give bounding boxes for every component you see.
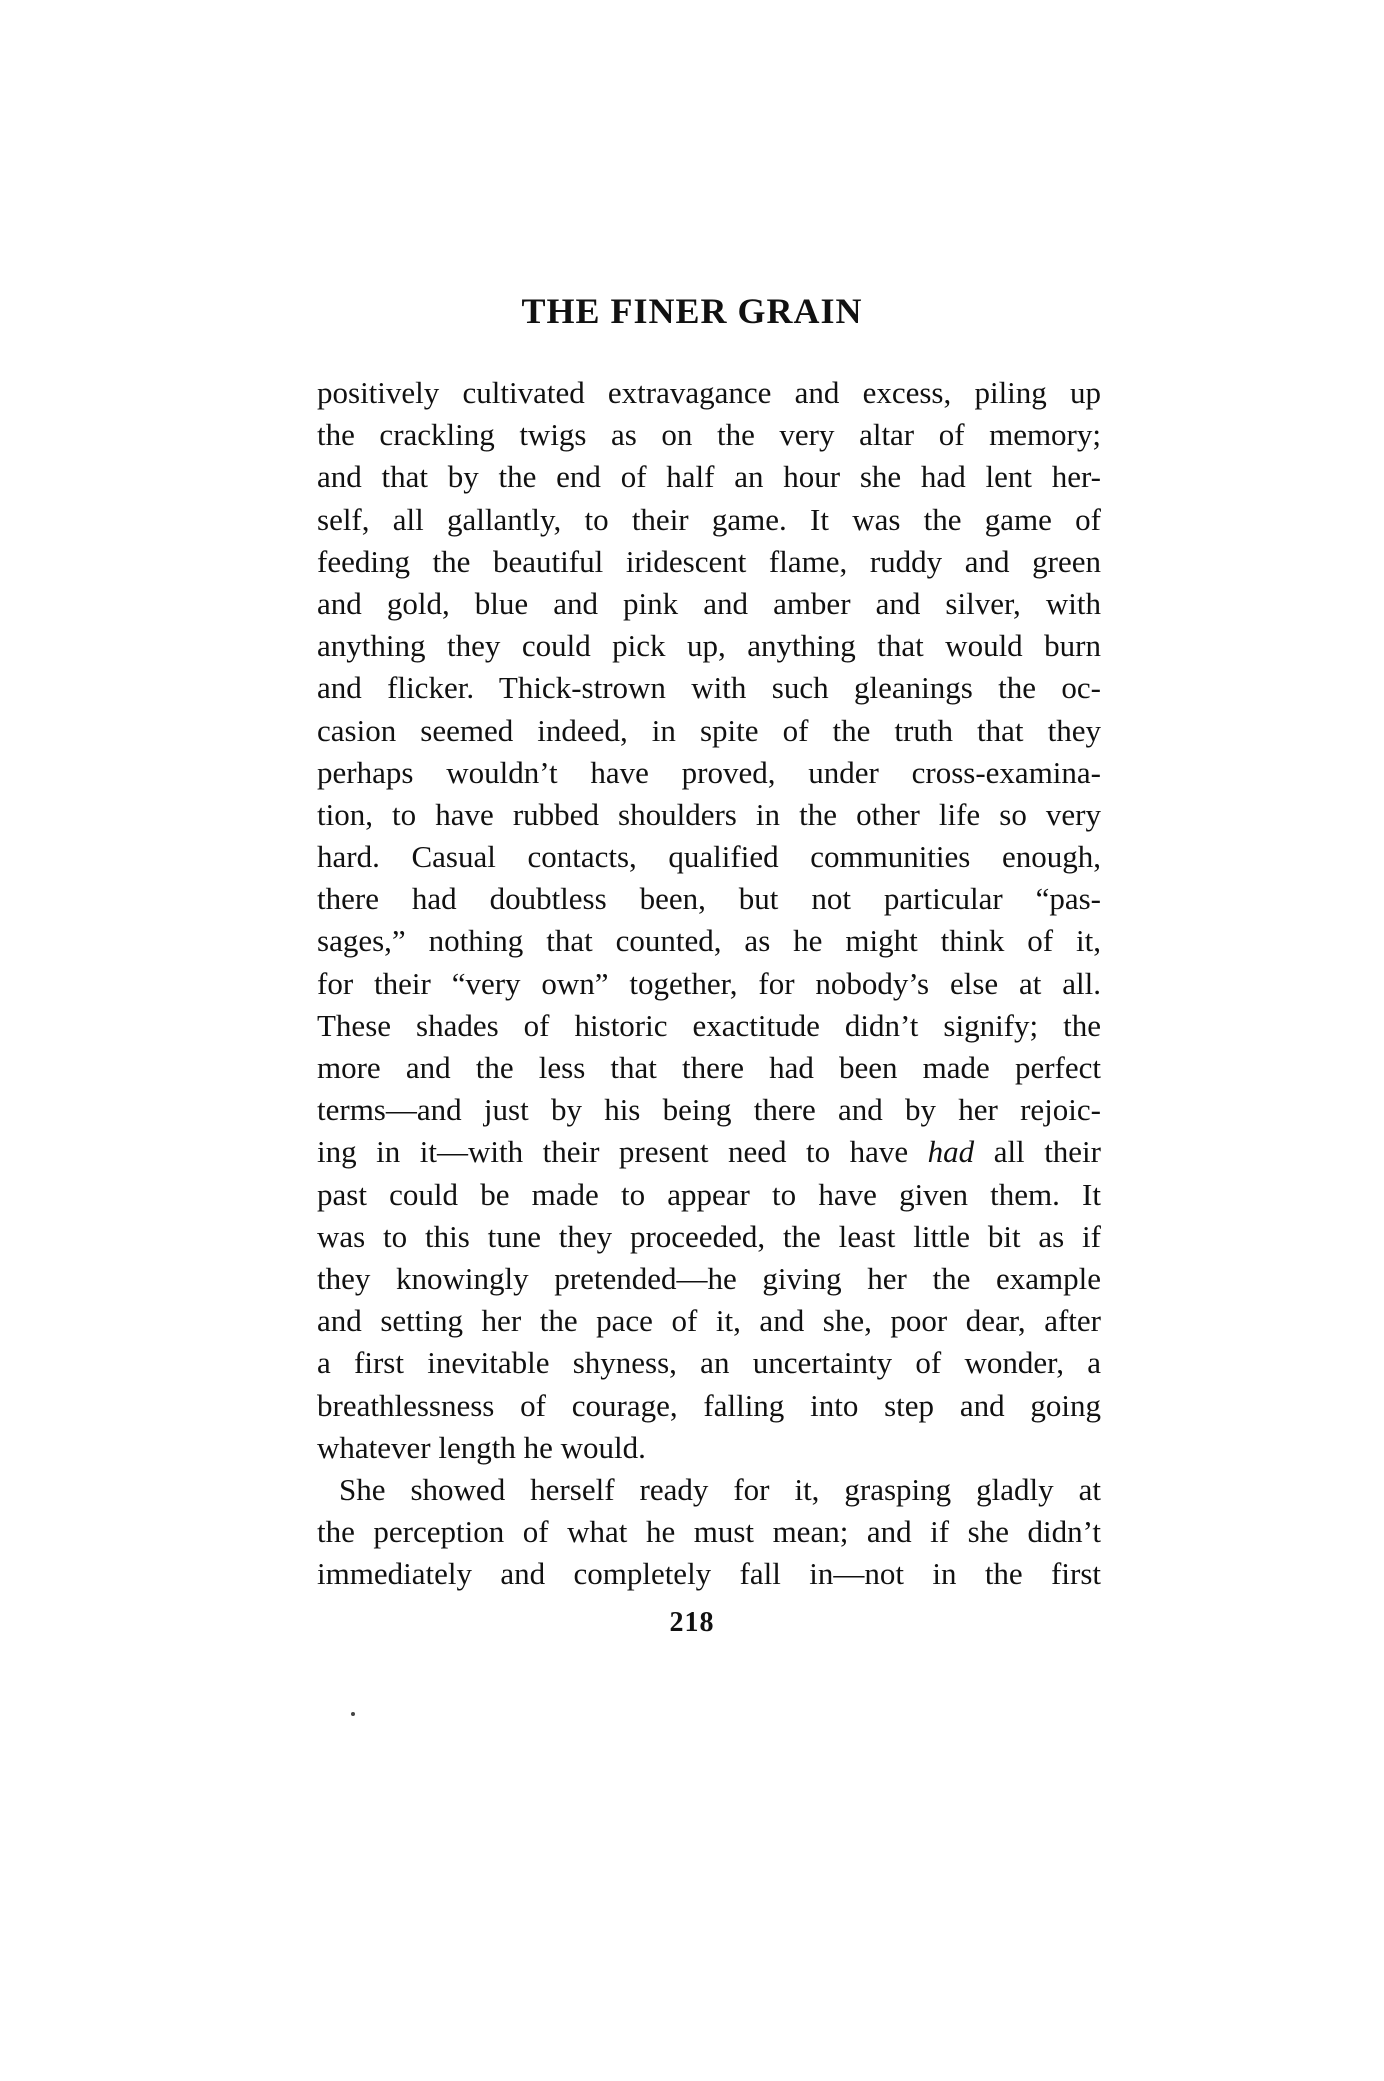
text-line: and gold, blue and pink and amber and silver, with [317, 585, 1101, 621]
text-line: terms—and just by his being there and by her rejoic- [317, 1092, 1101, 1128]
text-line: the perception of what he must mean; and if she didn’t [317, 1514, 1101, 1550]
text-line: positively cultivated extravagance and excess, piling up [317, 375, 1101, 410]
text-line: and that by the end of half an hour she had lent her- [317, 459, 1101, 495]
text-line: ing in it—with their present need to have had all their [317, 1134, 1101, 1170]
text-line: they knowingly pretended—he giving her the example [317, 1260, 1101, 1296]
text-line: feeding the beautiful iridescent flame, ruddy and green [317, 543, 1101, 579]
paragraph [317, 1469, 1101, 1596]
text-line: was to this tune they proceeded, the least little bit as if [317, 1218, 1101, 1254]
text-line: there had doubtless been, but not particular “pas- [317, 881, 1101, 917]
text-line: past could be made to appear to have given them. It [317, 1176, 1101, 1212]
text-line: She showed herself ready for it, grasping gladly at [339, 1471, 1101, 1507]
text-line: tion, to have rubbed shoulders in the other life so very [317, 796, 1101, 832]
text-line: and flicker. Thick-strown with such gleanings the oc- [317, 670, 1101, 706]
text-line: hard. Casual contacts, qualified communities enough, [317, 839, 1101, 875]
text-line: whatever length he would. [317, 1429, 646, 1465]
text-line: anything they could pick up, anything that would burn [317, 628, 1101, 664]
text-line: breathlessness of courage, falling into step and going [317, 1387, 1101, 1423]
text-line: self, all gallantly, to their game. It was the game of [317, 501, 1101, 537]
body-text [317, 372, 1101, 1595]
text-line: perhaps wouldn’t have proved, under cross-examina- [317, 754, 1101, 790]
print-speck [351, 1712, 355, 1716]
text-line: a first inevitable shyness, an uncertainty of wonder, a [317, 1345, 1101, 1381]
text-line: more and the less that there had been made perfect [317, 1050, 1101, 1085]
text-line: sages,” nothing that counted, as he might think of it, [317, 923, 1101, 959]
text-line: These shades of historic exactitude didn’t signify; the [317, 1007, 1101, 1043]
running-head: THE FINER GRAIN [521, 291, 863, 331]
text-line: for their “very own” together, for nobody’s else at all. [317, 965, 1101, 1001]
paragraph [317, 372, 1101, 1131]
emphasis-word: had [927, 1134, 975, 1170]
paragraph-continued [317, 1174, 1101, 1469]
text-line: casion seemed indeed, in spite of the truth that they [317, 712, 1101, 748]
text-line: and setting her the pace of it, and she, poor dear, after [317, 1303, 1101, 1339]
page-number: 218 [669, 1607, 715, 1638]
text-line: the crackling twigs as on the very altar of memory; [317, 417, 1101, 453]
text-line: immediately and completely fall in—not in the first [317, 1556, 1101, 1592]
